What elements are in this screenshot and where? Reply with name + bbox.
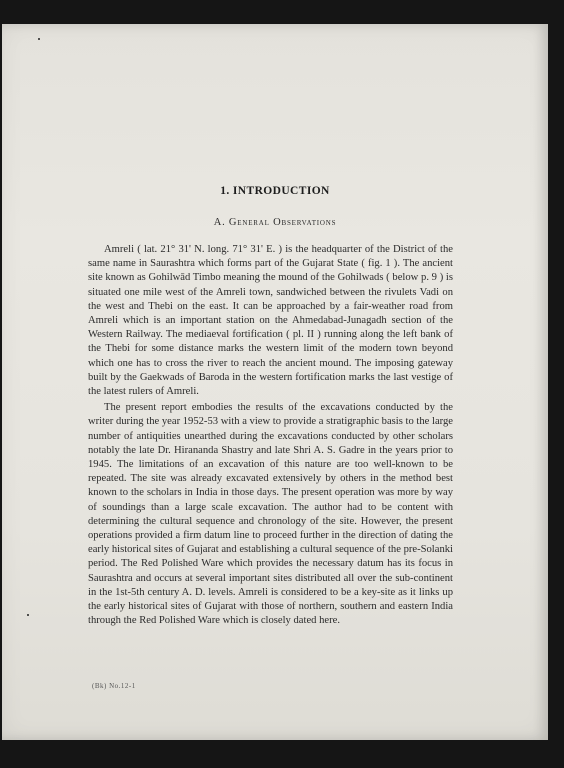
section-heading: 1. INTRODUCTION xyxy=(220,185,330,197)
section-subheading: A. General Observations xyxy=(213,217,337,228)
paper-speck xyxy=(27,614,29,616)
document-page xyxy=(2,24,548,740)
paragraph-1: Amreli ( lat. 21° 31' N. long. 71° 31' E. ) is the headquarter of the District of the same name in Saurashtra which forms part of the Gujarat State ( fig. 1 ). The ancient site known as Gohilwād Timbo meaning the mound of the Gohilwads ( below p. 9 ) is situated one mile west of the Amreli town, sandwiched between the rivulets Vadi on the west and Thebi on the east. It can be approached by a fair-weather road from Amreli which is an important station on the Ahmedabad-Junagadh section of the Western Railway. The mediaeval fortification ( pl. II ) running along the left bank of the Thebi for some distance marks the western limit of the modern town beyond which one has to cross the river to reach the ancient mound. The imposing gateway built by the Gaekwads of Baroda in the western fortification marks the last vestige of the latest rulers of Amreli. xyxy=(88,244,453,398)
paragraph-2: The present report embodies the results of the excavations conducted by the writer during the year 1952-53 with a view to provide a stratigraphic basis to the large number of antiquities unearthed during the excavations conducted by other scholars notably the late Dr. Hirananda Shastry and late Shri A. S. Gadre in the years prior to 1945. The limitations of an excavation of this nature are too well-known to be repeated. The site was already excavated extensively by others in the method best known to the scholars in India in those days. The present operation was more by way of soundings than a large scale excavation. The author had to be content with determining the cultural sequence and chronology of the site. However, the present operations provided a firm datum line to proceed further in the direction of dating the early historical sites of Gujarat and establishing a cultural sequence of the pre-Solanki period. The Red Polished Ware which provides the necessary datum has its focus in Saurashtra and occurs at several important sites distributed all over the sub-continent in the 1st-5th century A. D. levels. Amreli is considered to be a key-site as it links up the early historical sites of Gujarat with those of northern, southern and eastern India through the Red Polished Ware which is closely dated here. xyxy=(88,402,453,627)
body-text xyxy=(88,243,453,628)
paper-speck xyxy=(38,38,40,40)
printer-mark: (Bk) No.12-1 xyxy=(92,682,136,690)
